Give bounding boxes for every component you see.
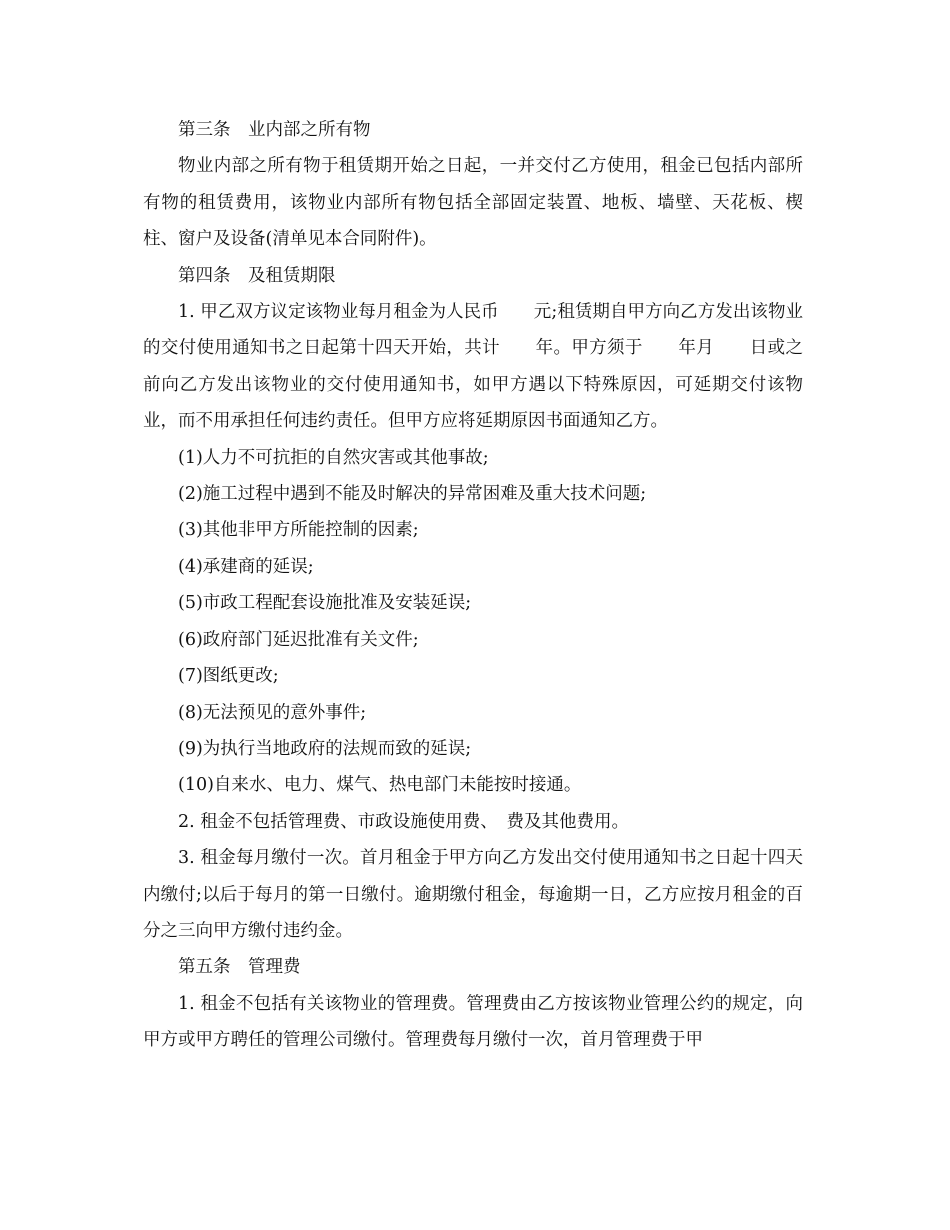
- delay-reason-9: (9)为执行当地政府的法规而致的延误;: [178, 738, 472, 759]
- article-3-heading: 第三条 业内部之所有物: [178, 120, 371, 140]
- delay-reason-2: (2)施工过程中遇到不能及时解决的异常困难及重大技术问题;: [178, 484, 647, 505]
- delay-reason-1: (1)人力不可抗拒的自然灾害或其他事故;: [178, 447, 489, 468]
- article-3-body: 物业内部之所有物于租赁期开始之日起，一并交付乙方使用，租金已包括内部所有物的租赁费用，该物业内部所有物包括全部固定装置、地板、墙壁、天花板、楔柱、窗户及设备(清单见本合同附件)。: [143, 156, 803, 250]
- delay-reason-8: (8)无法预见的意外事件;: [178, 702, 367, 723]
- article-4-clause-1: 1. 甲乙双方议定该物业每月租金为人民币 元;租赁期自甲方向乙方发出该物业的交付使用通知书之日起第十四天开始，共计 年。甲方须于 年月 日或之前向乙方发出该物业的交付使用通知书，如甲方遇以下特殊原因，可延期交付该物业，而不用承担任何违约责任。但甲方应将延期原因书面通知乙方。: [143, 302, 803, 432]
- article-4-clause-2: 2. 租金不包括管理费、市政设施使用费、 费及其他费用。: [178, 811, 630, 832]
- document-body: [143, 112, 803, 1059]
- article-5-heading: 第五条 管理费: [178, 957, 301, 978]
- article-5-clause-1: 1. 租金不包括有关该物业的管理费。管理费由乙方按该物业管理公约的规定，向甲方或甲方聘任的管理公司缴付。管理费每月缴付一次，首月管理费于甲: [143, 993, 803, 1051]
- delay-reason-7: (7)图纸更改;: [178, 666, 279, 687]
- delay-reason-4: (4)承建商的延误;: [178, 556, 314, 577]
- delay-reason-3: (3)其他非甲方所能控制的因素;: [178, 520, 419, 541]
- article-4-heading: 第四条 及租赁期限: [178, 265, 336, 286]
- delay-reason-6: (6)政府部门延迟批准有关文件;: [178, 629, 419, 650]
- delay-reason-10: (10)自来水、电力、煤气、热电部门未能按时接通。: [178, 775, 582, 796]
- article-4-clause-3: 3. 租金每月缴付一次。首月租金于甲方向乙方发出交付使用通知书之日起十四天内缴付;以后于每月的第一日缴付。逾期缴付租金，每逾期一日，乙方应按月租金的百分之三向甲方缴付违约金。: [143, 848, 803, 941]
- delay-reason-5: (5)市政工程配套设施批准及安装延误;: [178, 593, 472, 614]
